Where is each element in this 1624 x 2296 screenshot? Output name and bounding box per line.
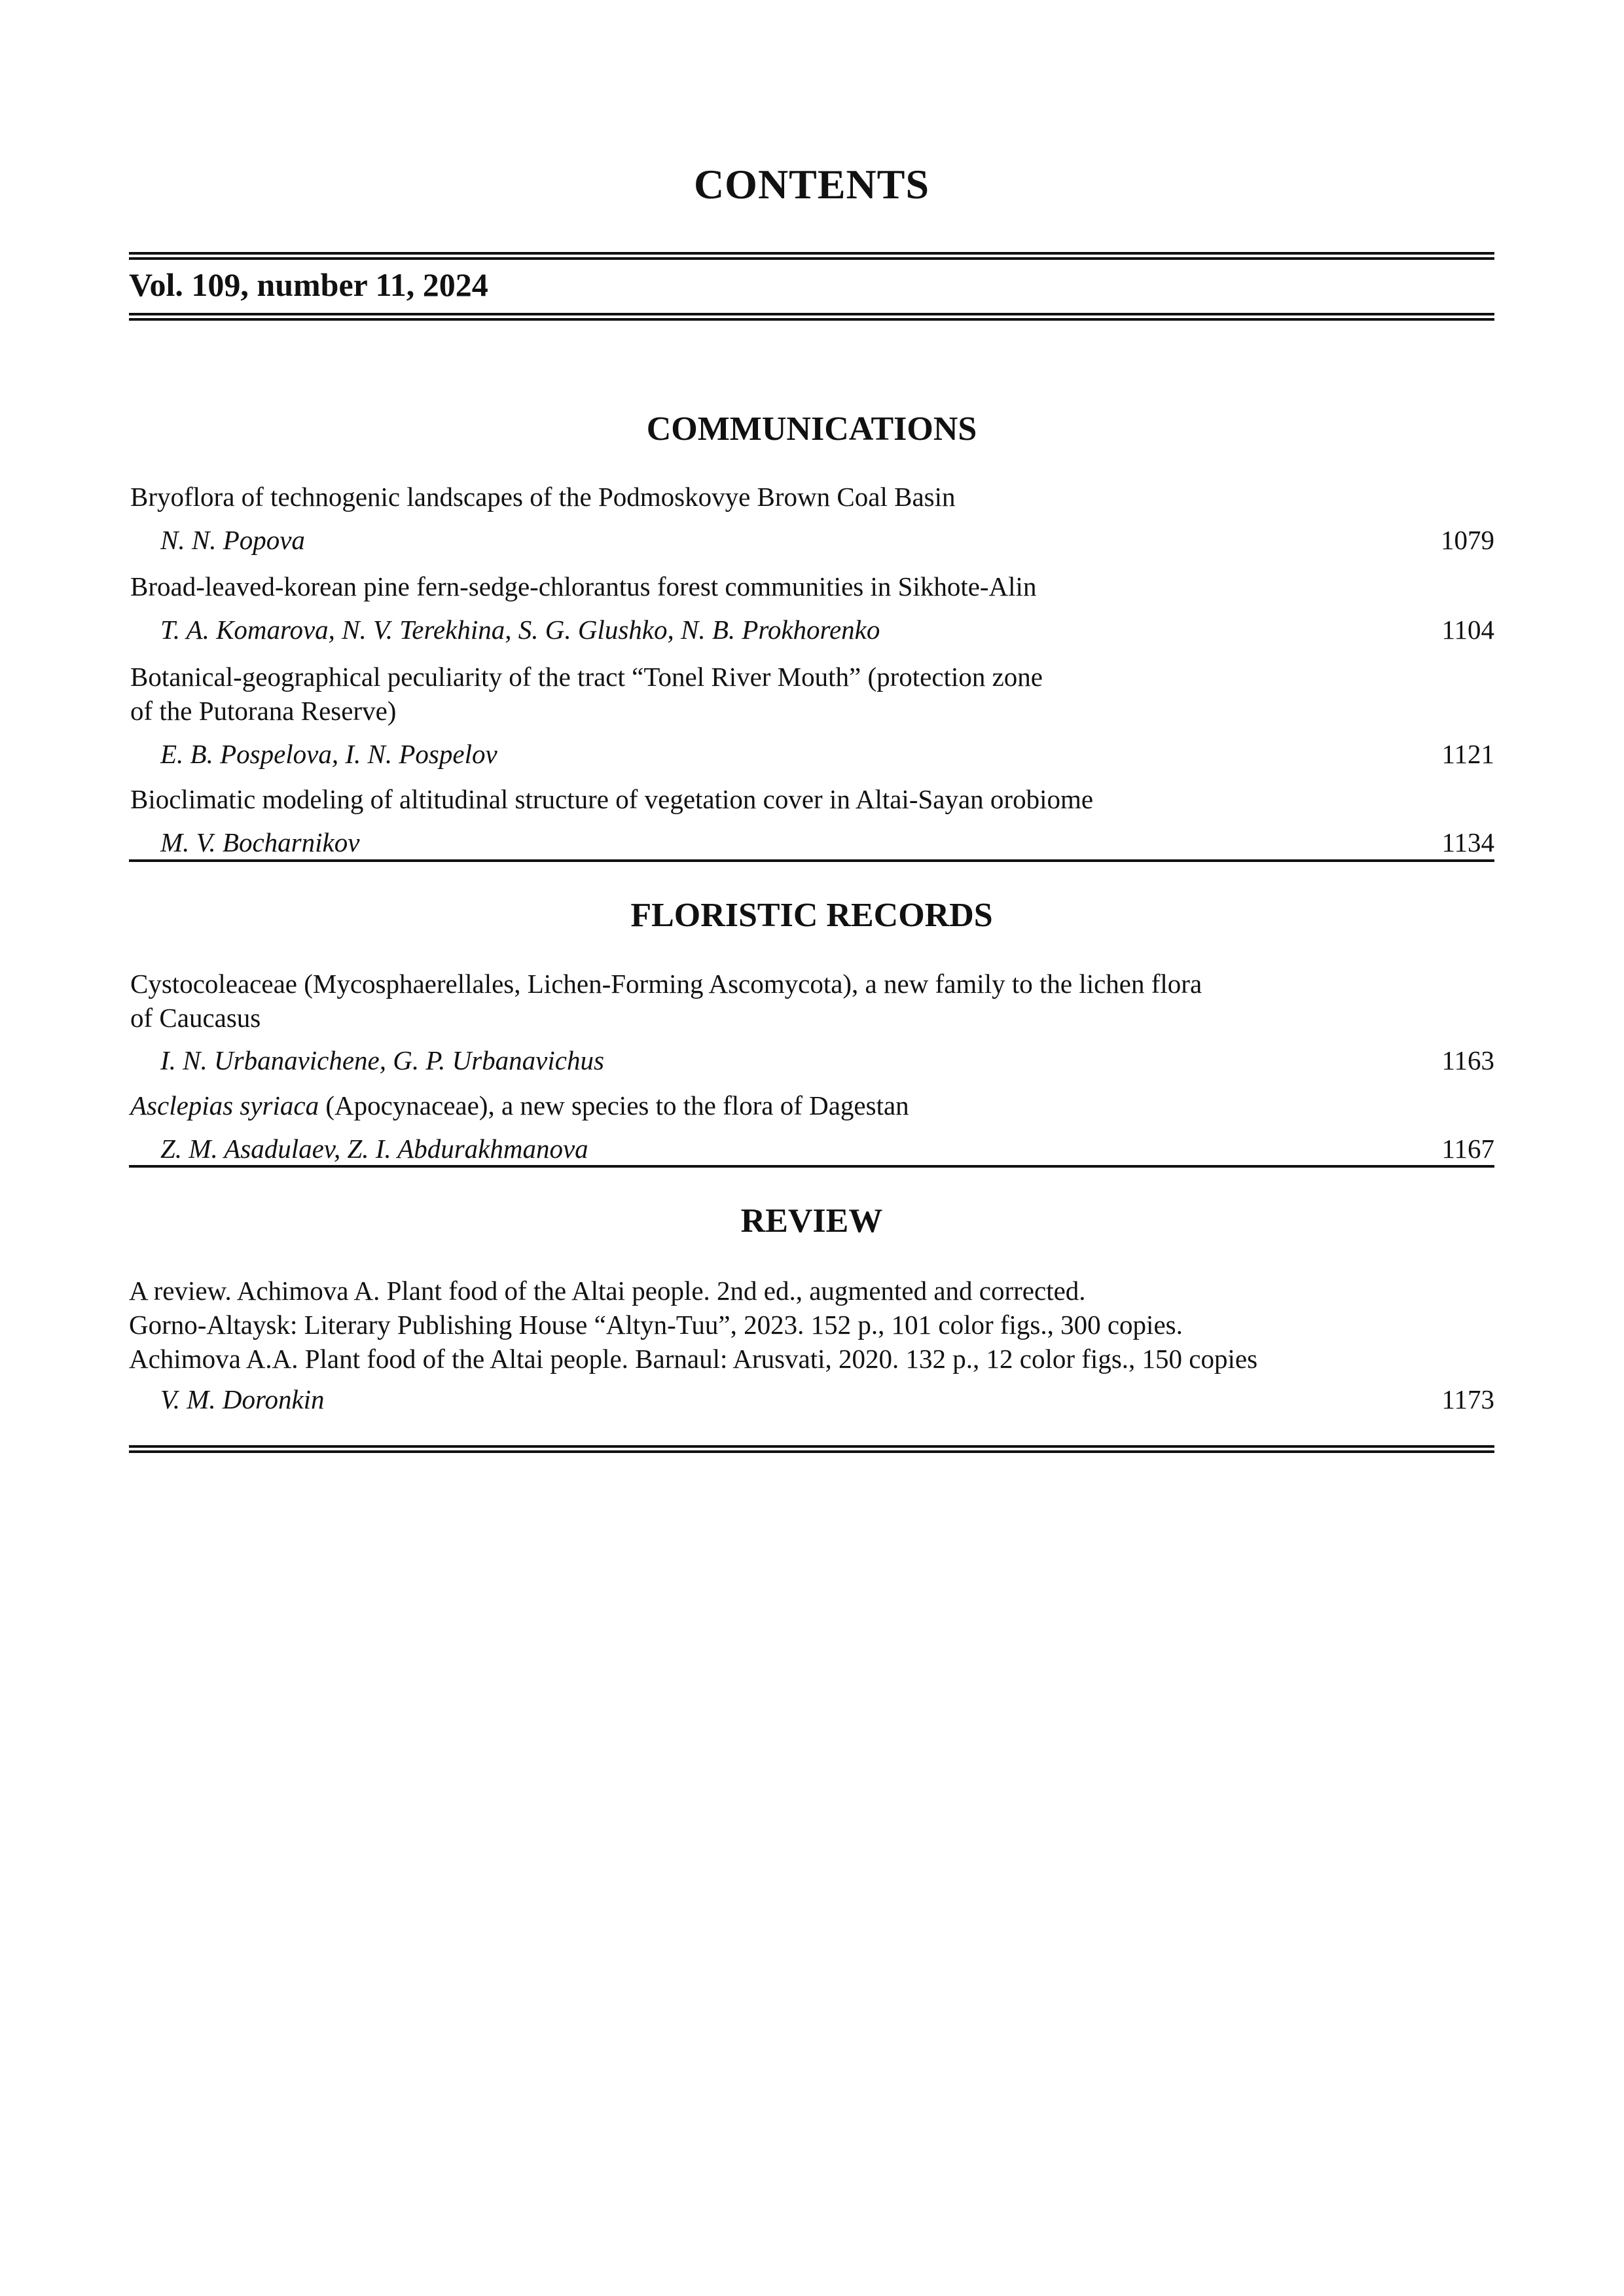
entry-page-number[interactable]: 1134: [1441, 827, 1494, 857]
entry-title[interactable]: [130, 660, 1374, 728]
entry-authors: M. V. Bocharnikov: [160, 827, 360, 857]
section-heading-floristic-records: FLORISTIC RECORDS: [630, 897, 993, 934]
entry-authors: N. N. Popova: [160, 525, 305, 555]
volume-double-rule: [129, 313, 1494, 321]
entry-title[interactable]: Bioclimatic modeling of altitudinal structure of vegetation cover in Altai-Sayan orobiome: [130, 784, 1094, 814]
section-divider: [129, 859, 1494, 862]
entry-title[interactable]: [129, 1274, 1494, 1376]
entry-page-number[interactable]: 1121: [1441, 739, 1494, 769]
entry-title-line: of the Putorana Reserve): [130, 696, 397, 726]
entry-title[interactable]: [130, 1088, 1374, 1122]
entry-page-number[interactable]: 1167: [1441, 1134, 1494, 1164]
section-heading-review: REVIEW: [740, 1202, 883, 1240]
entry-title[interactable]: [130, 967, 1374, 1035]
entry-title-line: Cystocoleaceae (Mycosphaerellales, Lichen-Forming Ascomycota), a new family to the lichen flora: [130, 969, 1202, 999]
entry-title-line: of Caucasus: [130, 1003, 261, 1033]
review-line: A review. Achimova A. Plant food of the Altai people. 2nd ed., augmented and corrected.: [129, 1276, 1086, 1306]
entry-title-rest: (Apocynaceae), a new species to the flora of Dagestan: [319, 1090, 909, 1121]
review-line: Gorno-Altaysk: Literary Publishing House “Altyn-Tuu”, 2023. 152 p., 101 color figs., 300 copies.: [129, 1310, 1183, 1340]
section-divider: [129, 1165, 1494, 1168]
entry-authors: E. B. Pospelova, I. N. Pospelov: [160, 739, 497, 769]
entry-authors: Z. M. Asadulaev, Z. I. Abdurakhmanova: [160, 1134, 588, 1164]
entry-title-line: Botanical-geographical peculiarity of the tract “Tonel River Mouth” (protection zone: [130, 662, 1043, 692]
entry-title[interactable]: Broad-leaved-korean pine fern-sedge-chlorantus forest communities in Sikhote-Alin: [130, 571, 1037, 601]
entry-page-number[interactable]: 1173: [1441, 1384, 1494, 1414]
top-double-rule: [129, 252, 1494, 260]
entry-title[interactable]: Bryoflora of technogenic landscapes of the Podmoskovye Brown Coal Basin: [130, 482, 956, 512]
review-line: Achimova A.A. Plant food of the Altai people. Barnaul: Arusvati, 2020. 132 p., 12 color figs., 150 copies: [129, 1344, 1258, 1374]
entry-authors: T. A. Komarova, N. V. Terekhina, S. G. Glushko, N. B. Prokhorenko: [160, 615, 880, 645]
volume-info: Vol. 109, number 11, 2024: [129, 266, 488, 303]
section-heading-communications: COMMUNICATIONS: [646, 410, 977, 448]
species-name: Asclepias syriaca: [130, 1090, 319, 1121]
bottom-double-rule: [129, 1445, 1494, 1453]
entry-page-number[interactable]: 1079: [1441, 525, 1494, 555]
page-title: CONTENTS: [693, 161, 930, 207]
entry-page-number[interactable]: 1163: [1441, 1045, 1494, 1075]
entry-page-number[interactable]: 1104: [1441, 615, 1494, 645]
entry-authors: V. M. Doronkin: [160, 1384, 325, 1414]
entry-authors: I. N. Urbanavichene, G. P. Urbanavichus: [160, 1045, 604, 1075]
